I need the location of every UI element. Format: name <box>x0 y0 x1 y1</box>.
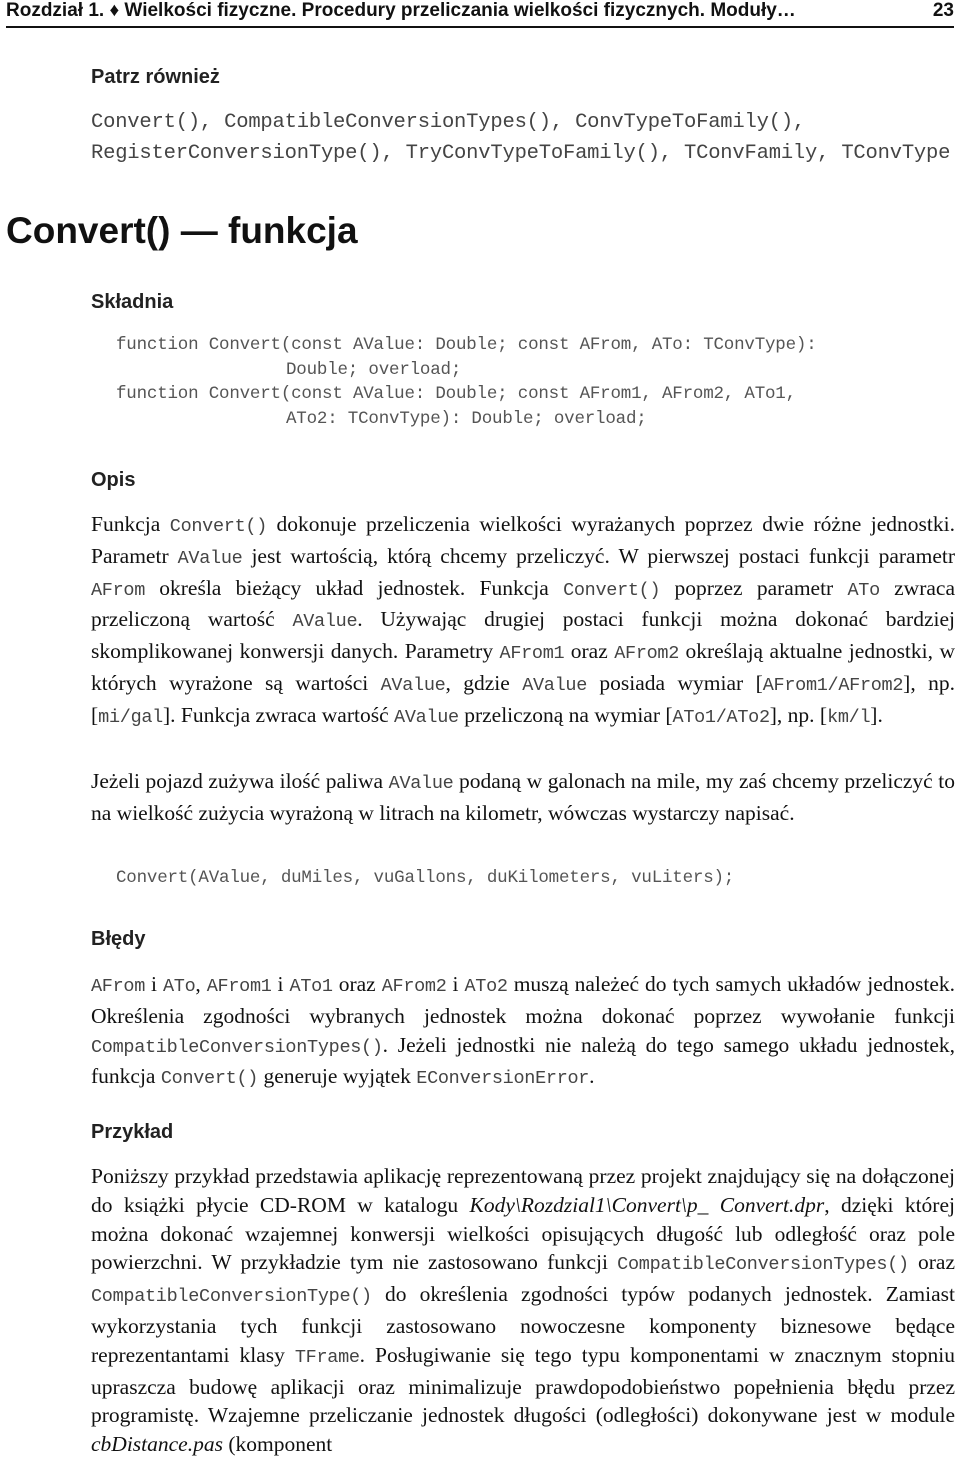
syntax-line-2: Double; overload; <box>286 360 462 380</box>
example-heading: Przykład <box>91 1121 174 1143</box>
errors-heading: Błędy <box>91 928 146 950</box>
see-also-heading: Patrz również <box>91 66 220 88</box>
syntax-heading: Składnia <box>91 291 174 313</box>
see-also-line-1: Convert(), CompatibleConversionTypes(), ConvTypeToFamily(), <box>91 111 806 134</box>
syntax-line-1: function Convert(const AValue: Double; const AFrom, ATo: TConvType): <box>116 335 817 355</box>
example-paragraph: Poniższy przykład przedstawia aplikację reprezentowaną przez projekt znajdujący się na dołączonej do książki płycie CD-ROM w katalogu Kody\Rozdzial1\Convert\p_ Convert.dpr, dzięki której można dokonać wzajemnej konwersji wielkości opisujących długość lub odległość oraz pole powierzchni. W przykładzie tym nie zastosowano funkcji CompatibleConversionTypes() oraz CompatibleConversionType() do określenia zgodności typów podanych jednostek. Zamiast wykorzystania tych funkcji zastosowano nowoczesne komponenty biznesowe będące reprezentantami klasy TFrame. Posługiwanie się tego typu komponentami w znacznym stopniu upraszcza budowę aplikacji oraz minimalizuje prawdopodobieństwo popełnienia błędu przez programistę. Wzajemne przeliczanie jednostek długości (odległości) dokonywane jest w module cbDistance.pas (komponent <box>91 1164 956 1457</box>
section-title: Convert() — funkcja <box>6 210 358 251</box>
syntax-line-3: function Convert(const AValue: Double; const AFrom1, AFrom2, ATo1, <box>116 384 796 404</box>
running-head-title: Rozdział 1. ♦ Wielkości fizyczne. Procedury przeliczania wielkości fizycznych. Moduły… <box>6 0 796 21</box>
description-paragraph-2: Jeżeli pojazd zużywa ilość paliwa AValue podaną w galonach na mile, my zaś chcemy przeliczyć to na wielkość zużycia wyrażoną w litrach na kilometr, wówczas wystarczy napisać. <box>91 769 955 825</box>
description-paragraph-1: Funkcja Convert() dokonuje przeliczenia wielkości wyrażanych poprzez dwie różne jednostki. Parametr AValue jest wartością, którą chcemy przeliczyć. W pierwszej postaci funkcji parametr AFrom określa bieżący układ jednostek. Funkcja Convert() poprzez parametr ATo zwraca przeliczoną wartość AValue. Używając drugiej postaci funkcji można dokonać bardziej skomplikowanej konwersji danych. Parametry AFrom1 oraz AFrom2 określają aktualne jednostki, w których wyrażone są wartości AValue, gdzie AValue posiada wymiar [AFrom1/AFrom2], np. [mi/gal]. Funkcja zwraca wartość AValue przeliczoną na wymiar [ATo1/ATo2], np. [km/l]. <box>91 512 955 728</box>
errors-paragraph: AFrom i ATo, AFrom1 i ATo1 oraz AFrom2 i ATo2 muszą należeć do tych samych układów jednostek. Określenia zgodności wybranych jednostek można dokonać poprzez wywołanie funkcji CompatibleConversionTypes(). Jeżeli jednostki nie należą do tego samego układu jednostek, funkcja Convert() generuje wyjątek EConversionError. <box>91 972 955 1090</box>
see-also-line-2: RegisterConversionType(), TryConvTypeToFamily(), TConvFamily, TConvType <box>91 142 951 165</box>
description-heading: Opis <box>91 469 136 491</box>
page-number: 23 <box>932 0 954 21</box>
example-code-line: Convert(AValue, duMiles, vuGallons, duKilometers, vuLiters); <box>116 868 735 888</box>
running-head <box>6 0 954 28</box>
syntax-line-4: ATo2: TConvType): Double; overload; <box>286 409 647 429</box>
